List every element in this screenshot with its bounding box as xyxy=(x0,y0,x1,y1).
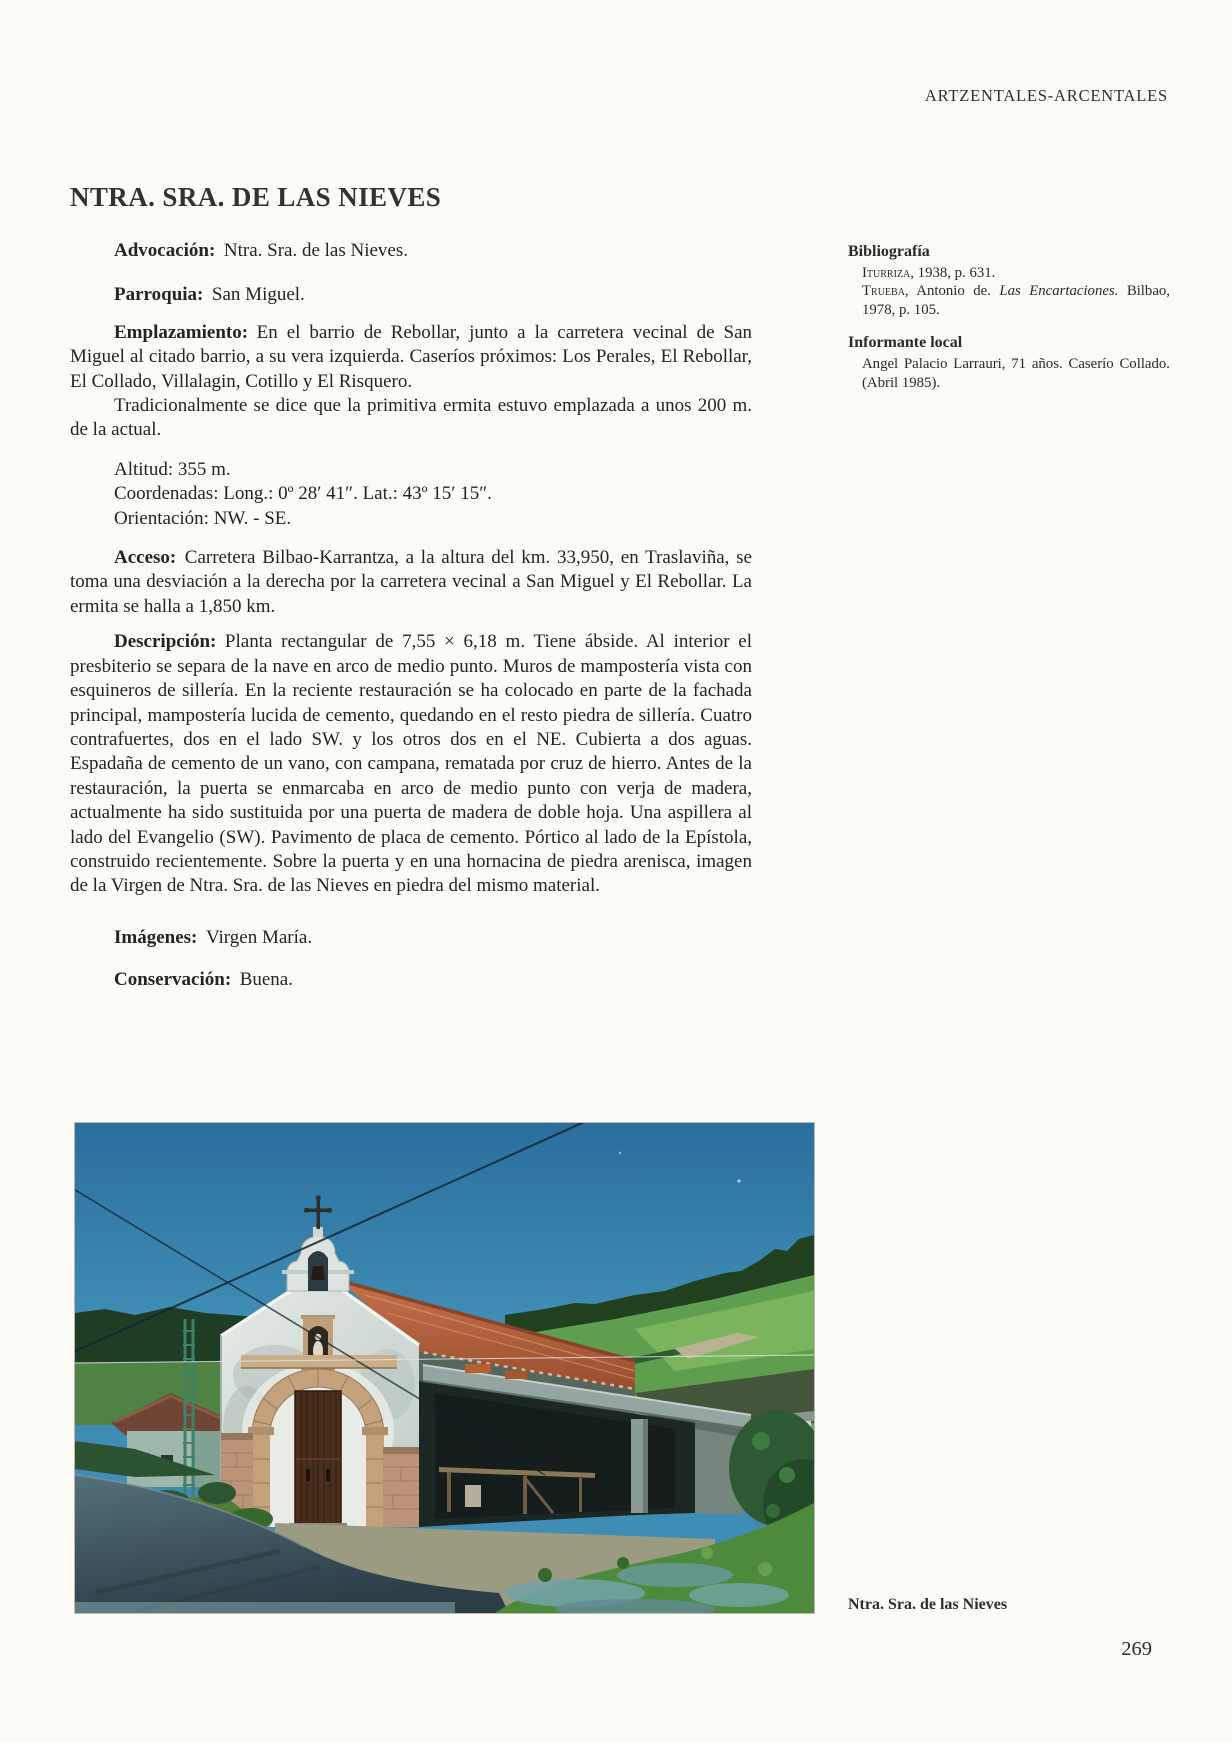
field-parroquia-label: Parroquia: xyxy=(114,284,204,306)
field-emplazamiento-label: Emplazamiento: xyxy=(114,321,249,343)
field-conservacion-value: Buena. xyxy=(239,969,293,991)
bibliography-entry-text: 1938, p. 631. xyxy=(913,265,996,281)
bibliography-entry xyxy=(862,282,1170,319)
field-acceso-label: Acceso: xyxy=(114,547,177,569)
field-imagenes-value: Virgen María. xyxy=(205,926,313,948)
running-header: ARTZENTALES-ARCENTALES xyxy=(924,86,1168,105)
field-imagenes-label: Imágenes: xyxy=(114,926,198,948)
informant-section xyxy=(848,333,1170,392)
bibliography-book-title: Las Encartaciones. xyxy=(999,283,1119,300)
field-emplazamiento-continued: Tradicionalmente se dice que la primitiva ermita estuvo emplazada a unos 200 m. de la actual. xyxy=(70,395,752,441)
dataline-orientacion: Orientación: NW. - SE. xyxy=(114,507,292,529)
dataline-altitud: Altitud: 355 m. xyxy=(114,458,231,480)
sidebar-column xyxy=(848,242,1170,392)
field-conservacion-label: Conservación: xyxy=(114,969,232,991)
field-acceso-value: Carretera Bilbao-Karrantza, a la altura del km. 33,950, en Traslaviña, se toma una desviación a la derecha por la carretera vecinal a San Miguel y El Rebollar. La ermita se halla a 1,850 km. xyxy=(70,547,752,617)
field-descripcion xyxy=(70,630,752,898)
chapel-photo-illustration xyxy=(75,1123,814,1613)
field-conservacion xyxy=(70,968,752,992)
informant-text: Angel Palacio Larrauri, 71 años. Caserío Collado. (Abril 1985). xyxy=(862,356,1170,391)
bell-icon xyxy=(311,1266,325,1280)
bibliography-entry-text: Bilbao, 1978, p. 105. xyxy=(862,283,1170,318)
page-title: NTRA. SRA. DE LAS NIEVES xyxy=(70,182,442,212)
field-descripcion-label: Descripción: xyxy=(114,631,217,653)
field-imagenes xyxy=(70,926,752,950)
field-emplazamiento-value: En el barrio de Rebollar, junto a la carretera vecinal de San Miguel al citado barrio, a su vera izquierda. Caseríos próximos: Los Perales, El Rebollar, El Collado, Villalagin, Cotillo y El Risquero. xyxy=(70,321,752,392)
bibliography-entries xyxy=(848,264,1170,319)
page-number: 269 xyxy=(1121,1638,1152,1660)
bibliography-entry xyxy=(862,264,1170,282)
field-advocacion xyxy=(70,239,752,263)
main-column xyxy=(70,182,752,993)
field-emplazamiento xyxy=(70,321,752,394)
dataline-coordenadas: Coordenadas: Long.: 0º 28′ 41″. Lat.: 43º 15′ 15″. xyxy=(114,483,492,505)
field-advocacion-label: Advocación: xyxy=(114,240,216,261)
bibliography-author: Iturriza, xyxy=(862,265,914,281)
chapel-photo xyxy=(75,1123,814,1613)
bibliography-author: Trueba, xyxy=(862,283,909,300)
field-advocacion-value: Ntra. Sra. de las Nieves. xyxy=(223,240,409,261)
informant-heading: Informante local xyxy=(848,334,963,352)
informant-entries xyxy=(848,355,1170,392)
bibliography-entry-text: Antonio de. xyxy=(908,283,1000,300)
field-acceso xyxy=(70,546,752,619)
field-parroquia xyxy=(70,283,752,307)
field-descripcion-value: Planta rectangular de 7,55 × 6,18 m. Tiene ábside. Al interior el presbiterio se separa de la nave en arco de medio punto. Muros de mampostería vista con esquineros de sillería. En la reciente restauración se ha colocado en parte de la fachada principal, mampostería lucida de cemento, quedando en el resto piedra de sillería. Cuatro contrafuertes, dos en el lado SW. y los otros dos en el NE. Cubierta a dos aguas. Espadaña de cemento de un vano, con campana, rematada por cruz de hierro. Antes de la restauración, la puerta se enmarcaba en arco de medio punto con verja de madera, actualmente ha sido sustituida por una puerta de madera de doble hoja. Una aspillera al lado del Evangelio (SW). Pavimento de placa de cemento. Pórtico al lado de la Epístola, construido recientemente. Sobre la puerta y en una hornacina de piedra arenisca, imagen de la Virgen de Ntra. Sra. de las Nieves en piedra del mismo material. xyxy=(70,631,752,897)
field-parroquia-value: San Miguel. xyxy=(211,284,305,306)
wooden-door xyxy=(295,1391,341,1527)
photo-caption: Ntra. Sra. de las Nieves xyxy=(848,1596,1008,1613)
bibliography-heading: Bibliografía xyxy=(848,243,930,260)
